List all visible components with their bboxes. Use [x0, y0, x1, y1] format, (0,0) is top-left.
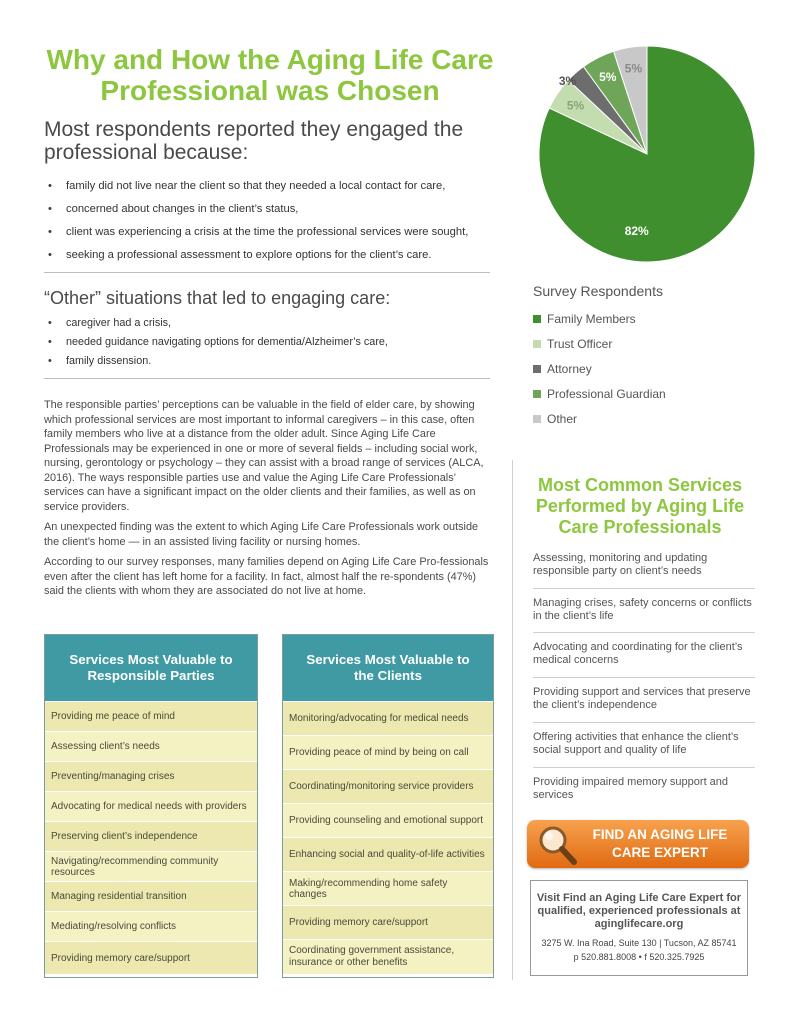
legend-item: [533, 387, 666, 401]
legend-label: Professional Guardian: [547, 387, 666, 401]
cta-line: FIND AN AGING LIFE: [592, 827, 728, 842]
table-row: Providing me peace of mind: [45, 701, 257, 731]
legend-swatch: [533, 340, 541, 348]
magnifier-icon: [533, 822, 579, 868]
table-row: Assessing client’s needs: [45, 731, 257, 761]
table-row: Managing residential transition: [45, 881, 257, 911]
pie-label: 5%: [599, 70, 617, 85]
other-list: [44, 314, 484, 371]
page-title: Why and How the Aging Life Care Professional was Chosen: [46, 44, 494, 106]
table-row: Providing peace of mind by being on call: [283, 735, 493, 769]
legend-swatch: [533, 415, 541, 423]
pie-label: 82%: [624, 224, 649, 239]
table-row: Navigating/recommending community resources: [45, 851, 257, 881]
list-item: • family did not live near the client so that they needed a local contact for care,: [44, 175, 494, 198]
pie-label: 3%: [558, 73, 577, 88]
table-row: Enhancing social and quality-of-life activities: [283, 837, 493, 871]
legend-item: [533, 337, 612, 351]
reasons-list: [44, 175, 494, 267]
table-row: Preventing/managing crises: [45, 761, 257, 791]
table-body: [45, 701, 257, 974]
table-row: Mediating/resolving conflicts: [45, 911, 257, 941]
table-clients: [282, 634, 494, 978]
service-item: Providing support and services that preserve the client’s independence: [533, 686, 751, 711]
divider: [533, 632, 755, 633]
table-row: Advocating for medical needs with providers: [45, 791, 257, 821]
legend-swatch: [533, 315, 541, 323]
paragraph: The responsible parties’ perceptions can be valuable in the field of elder care, by showing which professional services are most important to informal caregivers – in this case, often family members who live at a distance from the older adult. Since Aging Life Care Professionals may be experienced in one or more of several fields – including social work, nursing, gerontology or psychology – they can assist with a broad range of services (ALCA, 2016). The ways responsible parties use and value the Aging Life Care Professionals’ services can have a significant impact on the older clients and their families, as well as on service providers.: [44, 399, 484, 513]
pie-label: 5%: [624, 61, 643, 76]
column-divider: [512, 460, 513, 980]
legend-item: [533, 362, 592, 376]
intro-text: Most respondents reported they engaged the professional because:: [44, 118, 464, 164]
legend-swatch: [533, 390, 541, 398]
service-item: Providing impaired memory support and services: [533, 776, 729, 801]
table-header: Services Most Valuable to the Clients: [283, 635, 493, 701]
visit-text: Visit Find an Aging Life Care Expert for qualified, experienced professionals at aginglifecare.org: [536, 892, 742, 930]
service-item: Advocating and coordinating for the client’s medical concerns: [533, 641, 743, 666]
legend-swatch: [533, 365, 541, 373]
service-item: Assessing, monitoring and updating responsible party on client’s needs: [533, 552, 708, 577]
divider: [44, 378, 490, 379]
table-responsible-parties: [44, 634, 258, 978]
phone: p 520.881.8008 • f 520.325.7925: [573, 952, 705, 962]
divider: [533, 677, 755, 678]
divider: [533, 767, 755, 768]
list-item: • client was experiencing a crisis at the time the professional services were sought,: [44, 221, 494, 244]
paragraph: An unexpected finding was the extent to which Aging Life Care Professionals work outside the client’s home — in an assisted living facility or nursing homes.: [44, 521, 479, 548]
legend-item: [533, 312, 636, 326]
table-row: Coordinating/monitoring service providers: [283, 769, 493, 803]
find-expert-button[interactable]: [527, 820, 749, 868]
body-text: [44, 398, 494, 605]
table-row: Providing memory care/support: [283, 905, 493, 939]
table-row: Providing counseling and emotional support: [283, 803, 493, 837]
contact-info: [531, 936, 747, 964]
divider: [533, 588, 755, 589]
legend-label: Family Members: [547, 312, 636, 326]
divider: [44, 272, 490, 273]
services-title: Most Common Services Performed by Aging Life Care Professionals: [535, 475, 745, 537]
table-row: Preserving client’s independence: [45, 821, 257, 851]
table-row: Coordinating government assistance, insurance or other benefits: [283, 939, 493, 974]
list-item: • needed guidance navigating options for dementia/Alzheimer’s care,: [44, 333, 484, 352]
paragraph: According to our survey responses, many families depend on Aging Life Care Pro-fessionals even after the client has left home for a facility. In fact, almost half the re-spondents (47%) said the clients with whom they are associated do not live at home.: [44, 556, 489, 597]
table-row: Making/recommending home safety changes: [283, 871, 493, 905]
list-item: • caregiver had a crisis,: [44, 314, 484, 333]
table-header: Services Most Valuable to Responsible Parties: [45, 635, 257, 701]
find-expert-label: [577, 826, 743, 862]
table-body: [283, 701, 493, 974]
list-item: • seeking a professional assessment to explore options for the client’s care.: [44, 244, 494, 267]
legend-title: Survey Respondents: [533, 283, 663, 299]
list-item: • family dissension.: [44, 352, 484, 371]
pie-chart: [520, 40, 760, 270]
visit-box: [530, 880, 748, 976]
divider: [533, 722, 755, 723]
table-row: Providing memory care/support: [45, 941, 257, 974]
service-item: Offering activities that enhance the client’s social support and quality of life: [533, 731, 739, 756]
service-item: Managing crises, safety concerns or conflicts in the client’s life: [533, 597, 752, 622]
legend-label: Trust Officer: [547, 337, 613, 351]
legend-label: Other: [547, 412, 578, 426]
table-row: Monitoring/advocating for medical needs: [283, 701, 493, 735]
cta-line: CARE EXPERT: [611, 845, 709, 860]
list-item: • concerned about changes in the client’s status,: [44, 198, 494, 221]
legend-item: [533, 412, 577, 426]
pie-label: 5%: [566, 98, 585, 113]
other-heading: “Other” situations that led to engaging care:: [44, 288, 391, 308]
legend-label: Attorney: [547, 362, 592, 376]
address: 3275 W. Ina Road, Suite 130 | Tucson, AZ 85741: [541, 938, 737, 948]
